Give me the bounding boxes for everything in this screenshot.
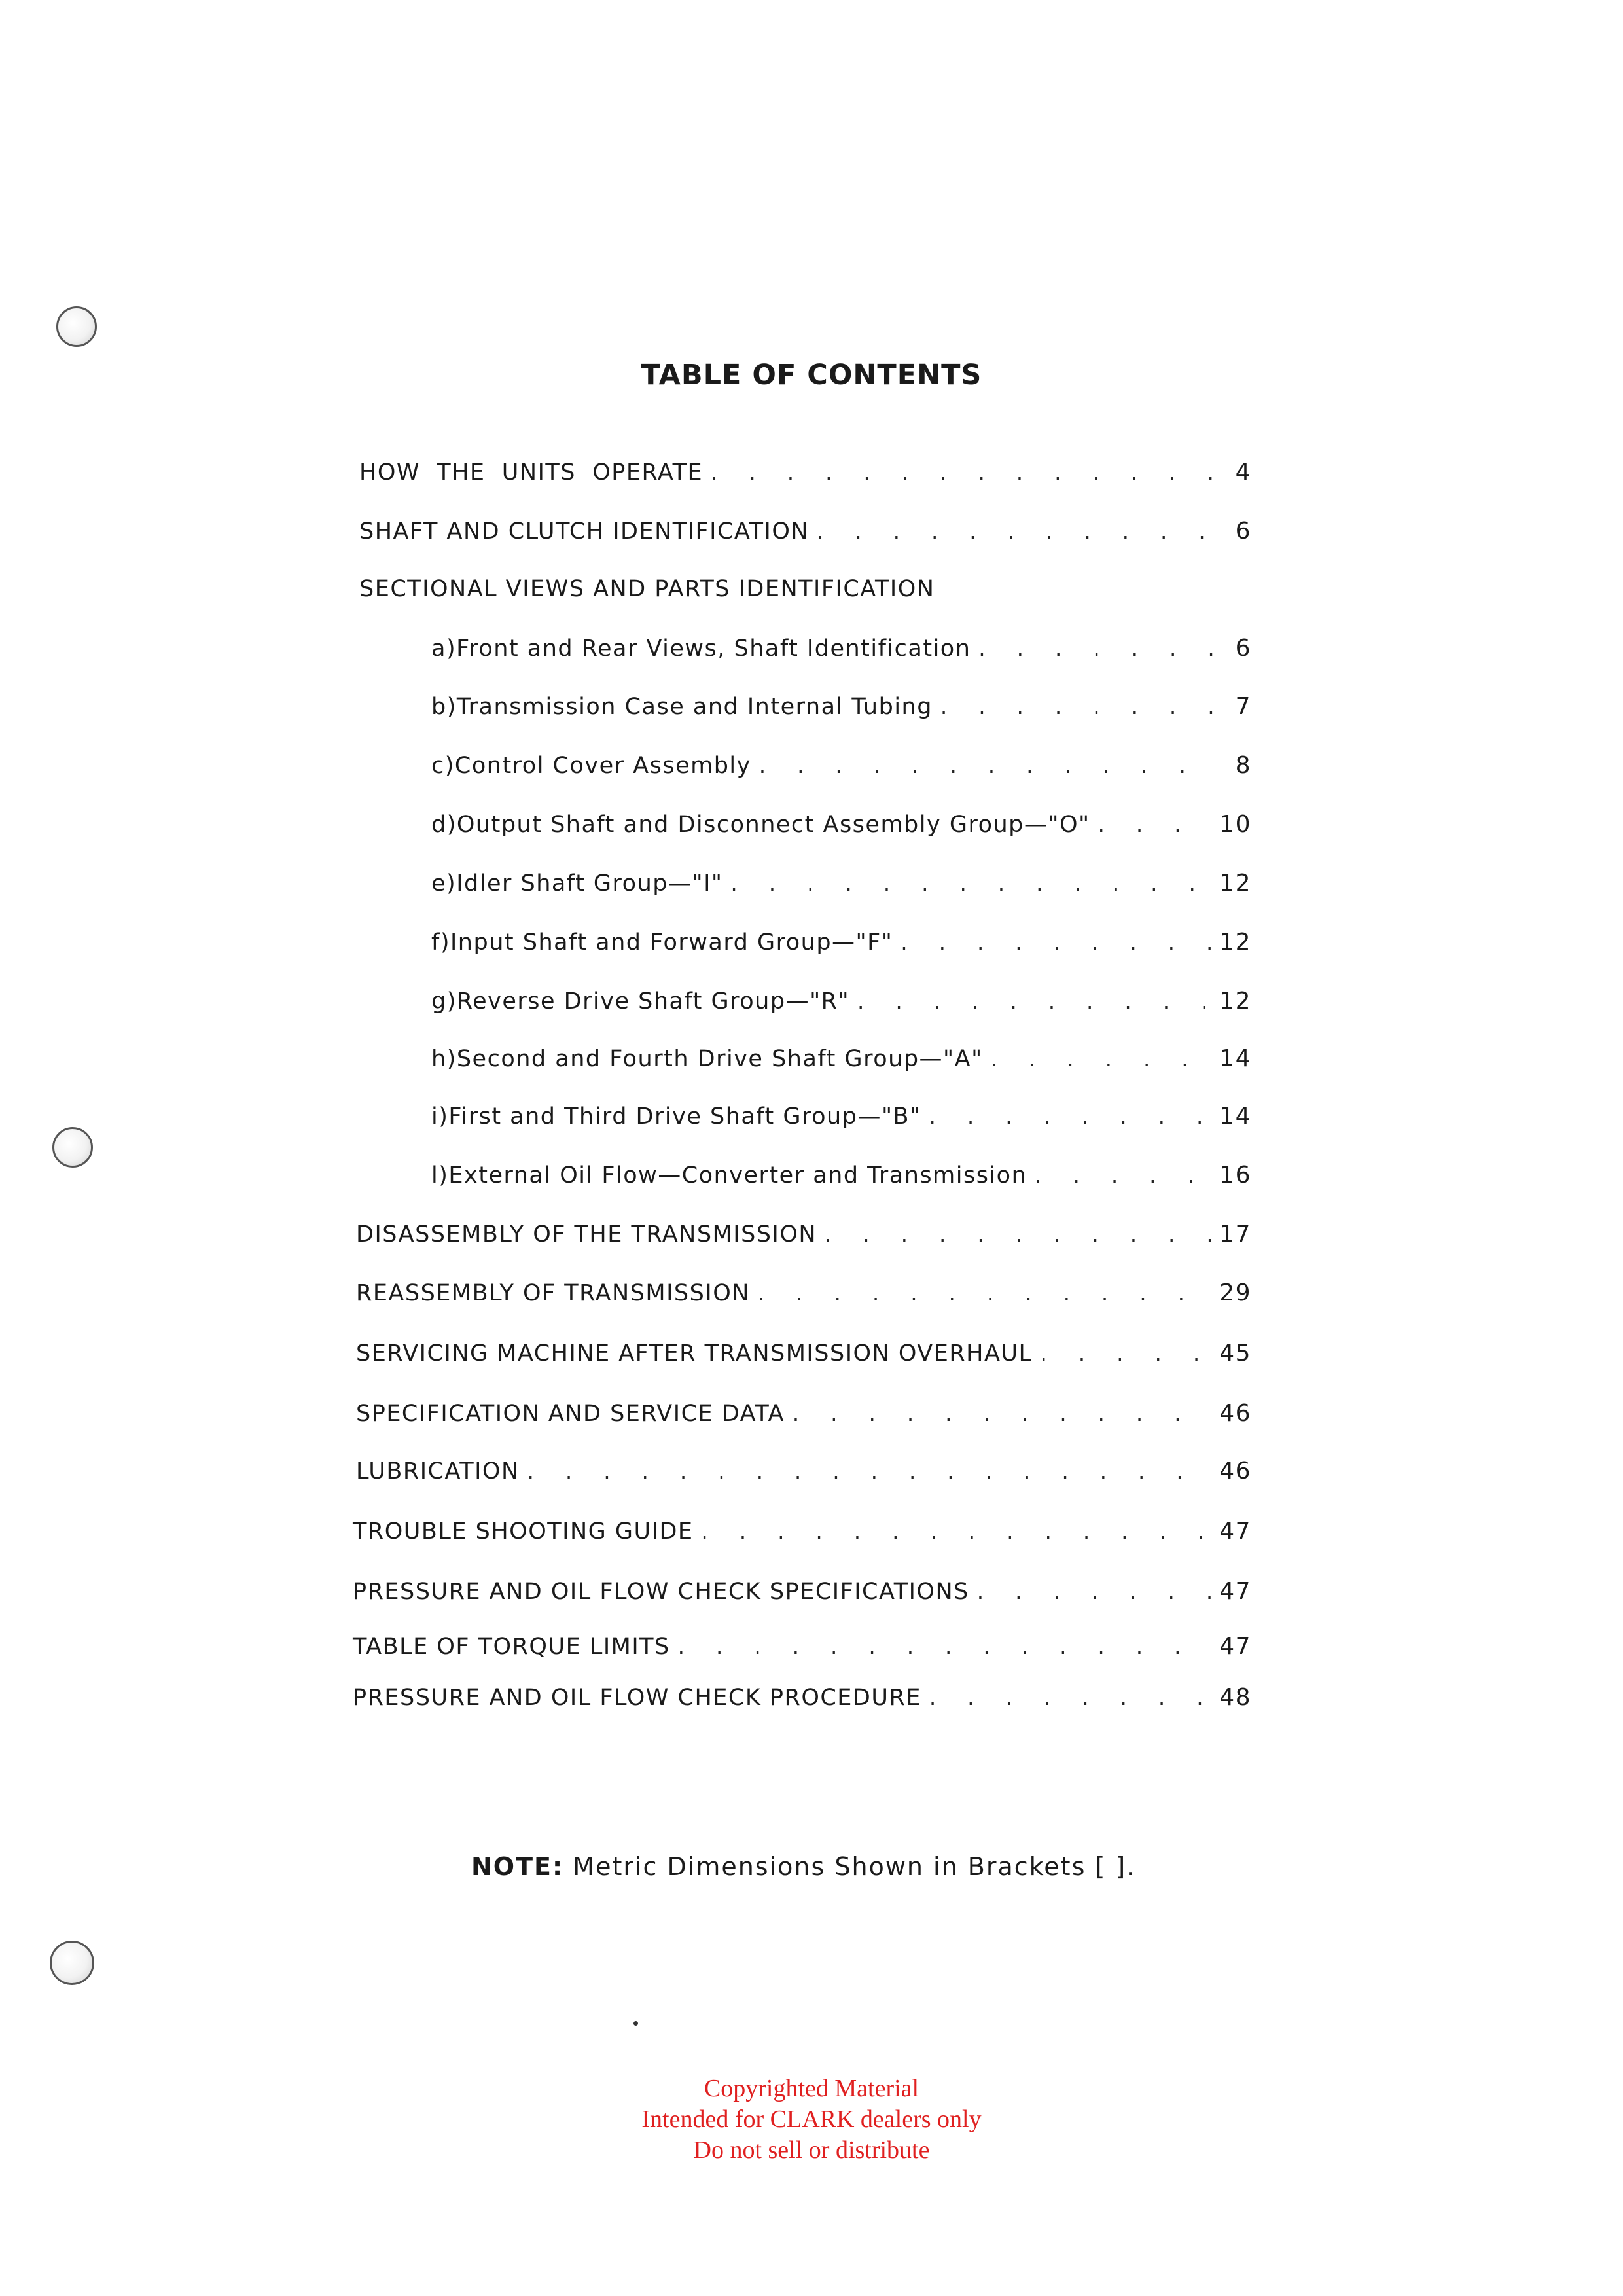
toc-page-number: 29 [1219, 1280, 1251, 1306]
toc-entry-text: Front and Rear Views, Shaft Identification [456, 636, 971, 662]
page-title: TABLE OF CONTENTS [641, 359, 982, 391]
toc-sub-entry [431, 1041, 1251, 1077]
copyright-line: Do not sell or distribute [693, 2136, 930, 2164]
toc-page-number: 17 [1219, 1221, 1251, 1247]
toc-entry-letter: f) [431, 929, 450, 956]
toc-entry-letter: i) [431, 1103, 449, 1130]
toc-entry-text: SECTIONAL VIEWS AND PARTS IDENTIFICATION [359, 576, 935, 602]
dot-leader [678, 1628, 1211, 1665]
binder-hole-icon [56, 306, 97, 347]
toc-entry-text: Output Shaft and Disconnect Assembly Group—"O" [456, 812, 1090, 838]
toc-entry-text: SERVICING MACHINE AFTER TRANSMISSION OVERHAUL [356, 1340, 1033, 1367]
toc-entry [359, 454, 1251, 491]
toc-page-number: 12 [1219, 870, 1251, 897]
toc-entry-text: External Oil Flow—Converter and Transmission [448, 1162, 1027, 1189]
toc-page-number: 48 [1219, 1684, 1251, 1711]
toc-page-number: 14 [1219, 1045, 1251, 1072]
toc-entry-letter: e) [431, 870, 457, 897]
toc-entry [359, 513, 1251, 550]
toc-page-number: 47 [1219, 1578, 1251, 1605]
toc-page-number: 6 [1235, 518, 1251, 545]
toc-entry-text: TABLE OF TORQUE LIMITS [353, 1634, 670, 1660]
toc-entry-text: First and Third Drive Shaft Group—"B" [448, 1103, 921, 1130]
toc-entry [353, 1628, 1251, 1665]
dot-leader [1098, 806, 1212, 843]
dot-leader [978, 630, 1215, 667]
toc-entry-text: SPECIFICATION AND SERVICE DATA [356, 1401, 785, 1427]
dot-leader [759, 747, 1215, 784]
toc-page-number: 8 [1235, 752, 1251, 779]
toc-entry-text: Control Cover Assembly [454, 753, 751, 779]
toc-sub-entry [431, 865, 1251, 902]
toc-entry-text: SHAFT AND CLUTCH IDENTIFICATION [359, 518, 810, 545]
toc-page-number: 47 [1219, 1518, 1251, 1545]
copyright-line: Intended for CLARK dealers only [641, 2106, 982, 2133]
dot-leader [929, 1679, 1211, 1716]
dot-leader [929, 1098, 1212, 1135]
toc-page-number: 47 [1219, 1633, 1251, 1660]
toc-page-number: 10 [1219, 811, 1251, 838]
toc-entry [353, 1573, 1251, 1610]
dot-leader [1041, 1335, 1212, 1372]
toc-entry-text: LUBRICATION [356, 1458, 520, 1484]
toc-entry [353, 1679, 1251, 1716]
toc-entry-letter: d) [431, 812, 457, 838]
toc-entry-text: PRESSURE AND OIL FLOW CHECK PROCEDURE [353, 1685, 921, 1711]
dot-leader [793, 1395, 1211, 1432]
toc-entry-text: Transmission Case and Internal Tubing [456, 694, 933, 720]
toc-entry-text: REASSEMBLY OF TRANSMISSION [356, 1280, 750, 1306]
toc-page-number: 12 [1219, 988, 1251, 1014]
toc-entry-text: Input Shaft and Forward Group—"F" [450, 929, 893, 956]
toc-entry [353, 1513, 1251, 1550]
toc-sub-entry [431, 983, 1251, 1020]
toc-page-number: 6 [1235, 635, 1251, 662]
dot-leader [711, 454, 1215, 491]
toc-sub-entry [431, 747, 1251, 784]
toc-entry [359, 571, 1251, 607]
note-text: Metric Dimensions Shown in Brackets [ ]. [573, 1852, 1136, 1881]
toc-page-number: 4 [1235, 459, 1251, 486]
toc-entry-text: Idler Shaft Group—"I" [456, 870, 723, 897]
copyright-line: Copyrighted Material [704, 2075, 919, 2102]
toc-sub-entry [431, 924, 1251, 961]
dot-leader [977, 1573, 1211, 1610]
toc-entry-letter: a) [431, 636, 457, 662]
toc-entry-text: PRESSURE AND OIL FLOW CHECK SPECIFICATIONS [353, 1579, 969, 1605]
dot-leader [825, 1216, 1211, 1253]
toc-entry-letter: g) [431, 988, 457, 1014]
toc-entry [356, 1275, 1251, 1312]
toc-page-number: 16 [1219, 1162, 1251, 1189]
toc-page-number: 14 [1219, 1103, 1251, 1130]
toc-entry-letter: h) [431, 1046, 457, 1072]
toc-page-number: 45 [1219, 1340, 1251, 1367]
toc-entry [356, 1395, 1251, 1432]
toc-entry-text: DISASSEMBLY OF THE TRANSMISSION [356, 1221, 817, 1247]
toc-entry-text: Second and Fourth Drive Shaft Group—"A" [456, 1046, 983, 1072]
dot-leader [991, 1041, 1212, 1077]
copyright-notice [0, 2073, 1623, 2166]
scan-speck [633, 2021, 638, 2026]
toc-page-number: 7 [1235, 693, 1251, 720]
dot-leader [702, 1513, 1212, 1550]
toc-entry-text: HOW THE UNITS OPERATE [359, 459, 704, 486]
binder-hole-icon [50, 1941, 94, 1985]
toc-entry [356, 1453, 1251, 1490]
toc-entry-letter: l) [431, 1162, 449, 1189]
binder-hole-icon [52, 1127, 93, 1168]
toc-sub-entry [431, 630, 1251, 667]
toc-entry-text: Reverse Drive Shaft Group—"R" [456, 988, 850, 1014]
toc-entry-text: TROUBLE SHOOTING GUIDE [353, 1518, 694, 1545]
toc-sub-entry [431, 1157, 1251, 1194]
dot-leader [940, 689, 1215, 725]
dot-leader [817, 513, 1215, 550]
dot-leader [758, 1275, 1211, 1312]
toc-sub-entry [431, 689, 1251, 725]
dot-leader [857, 983, 1211, 1020]
dot-leader [527, 1453, 1212, 1490]
toc-entry-letter: b) [431, 694, 457, 720]
dot-leader [731, 865, 1212, 902]
metric-note [471, 1852, 1135, 1881]
toc-entry-letter: c) [431, 753, 455, 779]
toc-page-number: 46 [1219, 1400, 1251, 1427]
toc-entry [356, 1216, 1251, 1253]
toc-sub-entry [431, 806, 1251, 843]
toc-sub-entry [431, 1098, 1251, 1135]
dot-leader [1035, 1157, 1211, 1194]
note-label: NOTE: [471, 1852, 564, 1881]
dot-leader [901, 924, 1211, 961]
toc-entry [356, 1335, 1251, 1372]
toc-page-number: 12 [1219, 929, 1251, 956]
toc-page-number: 46 [1219, 1458, 1251, 1484]
